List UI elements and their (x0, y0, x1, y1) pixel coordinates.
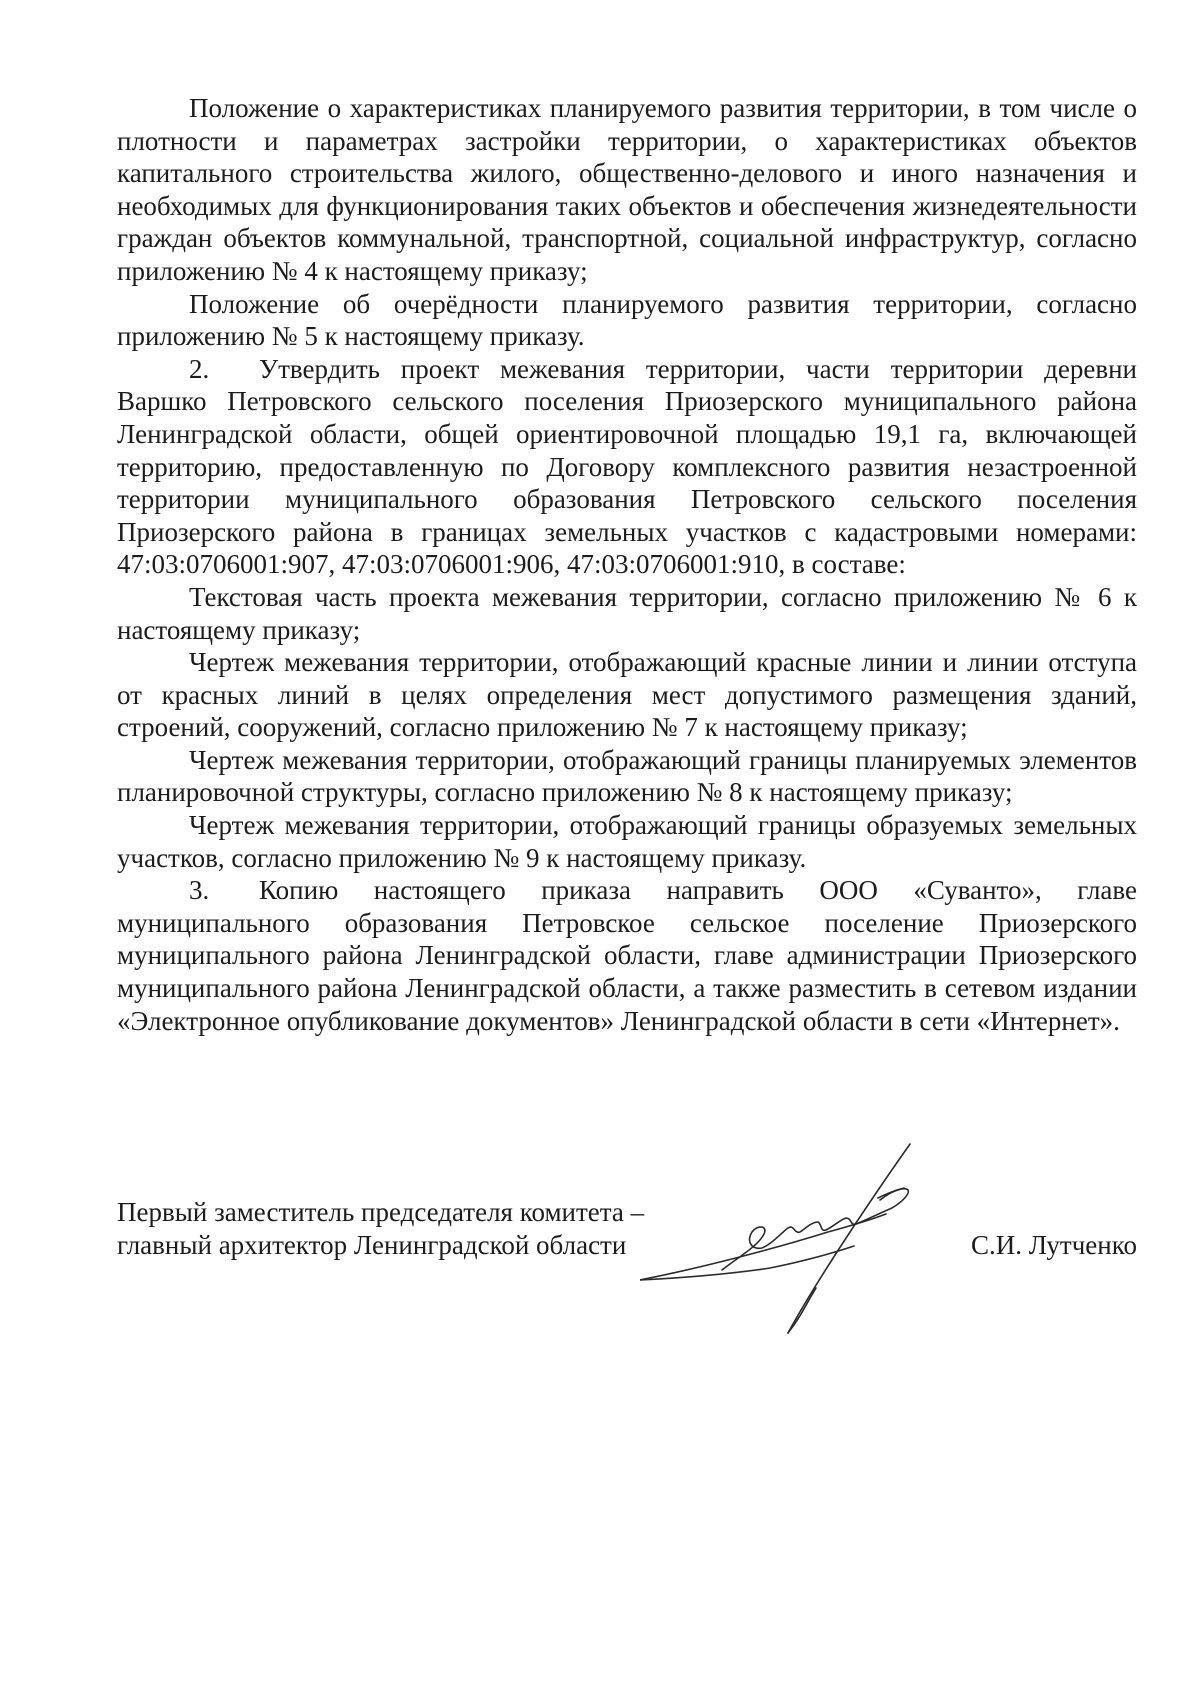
paragraph-3 (117, 353, 1137, 581)
document-body (117, 92, 1137, 1037)
paragraph-8-text: Копию настоящего приказа направить ООО «Суванто», главе муниципального образования Петровское сельское поселение Приозерского муниципального района Ленинградской области, главе администрации Приозерского муниципального района Ленинградской области, а также разместить в сетевом издании «Электронное опубликование документов» Ленинградской области в сети «Интернет». (117, 875, 1137, 1036)
paragraph-5 (117, 646, 1137, 744)
paragraph-3-text: Утвердить проект межевания территории, части территории деревни Варшко Петровского сельского поселения Приозерского муниципального района Ленинградской области, общей ориентировочной площадью 19,1 га, включающей территорию, предоставленную по Договору комплексного развития незастроенной территории муниципального образования Петровского сельского поселения Приозерского района в границах земельных участков с кадастровыми номерами: 47:03:0706001:907, 47:03:0706001:906, 47:03:0706001:910, в составе: (117, 353, 1137, 580)
paragraph-6-text: Чертеж межевания территории, отображающий границы планируемых элементов планировочной структуры, согласно приложению № 8 к настоящему приказу; (117, 744, 1137, 808)
paragraph-6 (117, 744, 1137, 809)
paragraph-3-number: 2. (189, 353, 210, 384)
signer-title-line-2: главный архитектор Ленинградской области (117, 1229, 627, 1260)
paragraph-8-number: 3. (189, 875, 210, 906)
paragraph-5-text: Чертеж межевания территории, отображающий красные линии и линии отступа от красных линий в целях определения мест допустимого размещения зданий, строений, сооружений, согласно приложению № 7 к настоящему приказу; (117, 647, 1137, 743)
paragraph-2-text: Положение об очерёдности планируемого развития территории, согласно приложению № 5 к настоящему приказу. (117, 288, 1137, 352)
signer-title (117, 1196, 677, 1261)
paragraph-8 (117, 874, 1137, 1037)
signature-block (117, 1196, 1137, 1346)
signer-name: С.И. Лутченко (971, 1229, 1137, 1260)
paragraph-4-text: Текстовая часть проекта межевания территории, согласно приложению № 6 к настоящему приказу; (117, 581, 1137, 645)
paragraph-2 (117, 288, 1137, 353)
paragraph-1-text: Положение о характеристиках планируемого развития территории, в том числе о плотности и параметрах застройки территории, о характеристиках объектов капитального строительства жилого, общественно-делового и иного назначения и необходимых для функционирования таких объектов и обеспечения жизнедеятельности граждан объектов коммунальной, транспортной, социальной инфраструктур, согласно приложению № 4 к настоящему приказу; (117, 93, 1137, 286)
paragraph-7 (117, 809, 1137, 874)
paragraph-1 (117, 92, 1137, 288)
paragraph-7-text: Чертеж межевания территории, отображающий границы образуемых земельных участков, согласно приложению № 9 к настоящему приказу. (117, 810, 1137, 873)
signer-title-line-1: Первый заместитель председателя комитета – (117, 1197, 645, 1227)
paragraph-4 (117, 581, 1137, 646)
handwritten-signature (640, 1128, 980, 1368)
